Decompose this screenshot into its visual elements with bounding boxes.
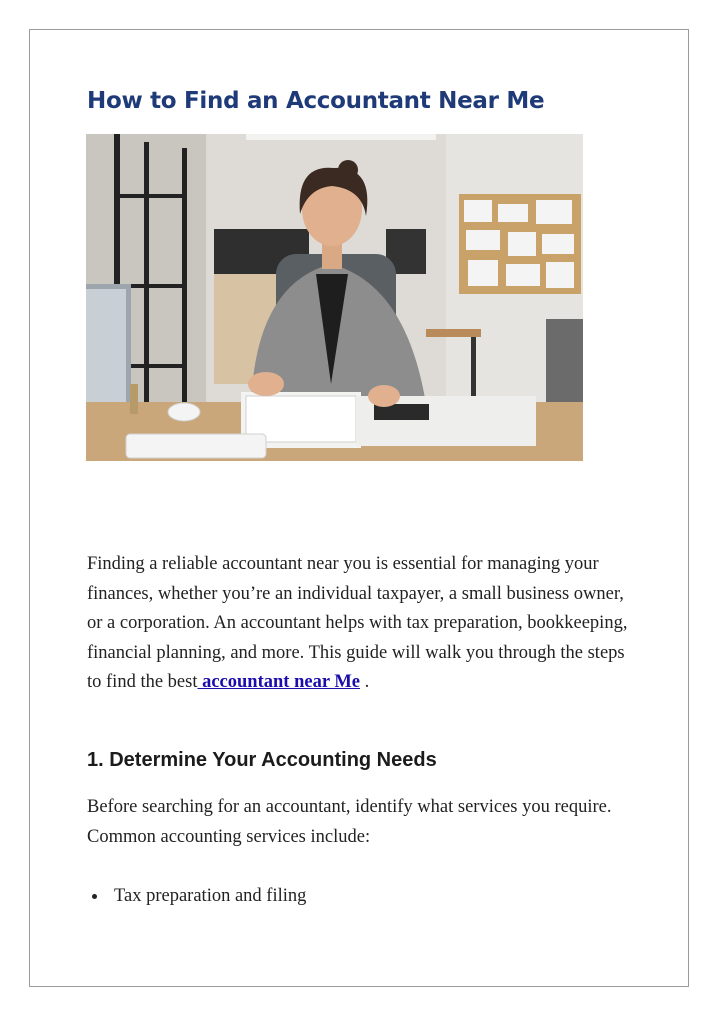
list-item-label: Tax preparation and filing (114, 886, 307, 906)
section-heading: 1. Determine Your Accounting Needs (87, 749, 437, 771)
services-list (87, 882, 306, 910)
section-intro: Before searching for an accountant, identify what services you require. Common accounting services include: (87, 797, 612, 847)
list-item (87, 882, 306, 910)
accountant-near-me-link[interactable]: accountant near Me (197, 672, 361, 692)
intro-paragraph (87, 550, 632, 698)
intro-text: Finding a reliable accountant near you is essential for managing your finances, whether you’re an individual taxpayer, a small business owner, or a corporation. An accountant helps with tax preparation, bookkeeping, financial planning, and more. This guide will walk you through the steps to find the best (87, 554, 628, 692)
bullet-icon (92, 894, 97, 899)
hero-photo (86, 134, 583, 461)
document-title: How to Find an Accountant Near Me (87, 88, 545, 114)
intro-text-end: . (360, 672, 370, 692)
